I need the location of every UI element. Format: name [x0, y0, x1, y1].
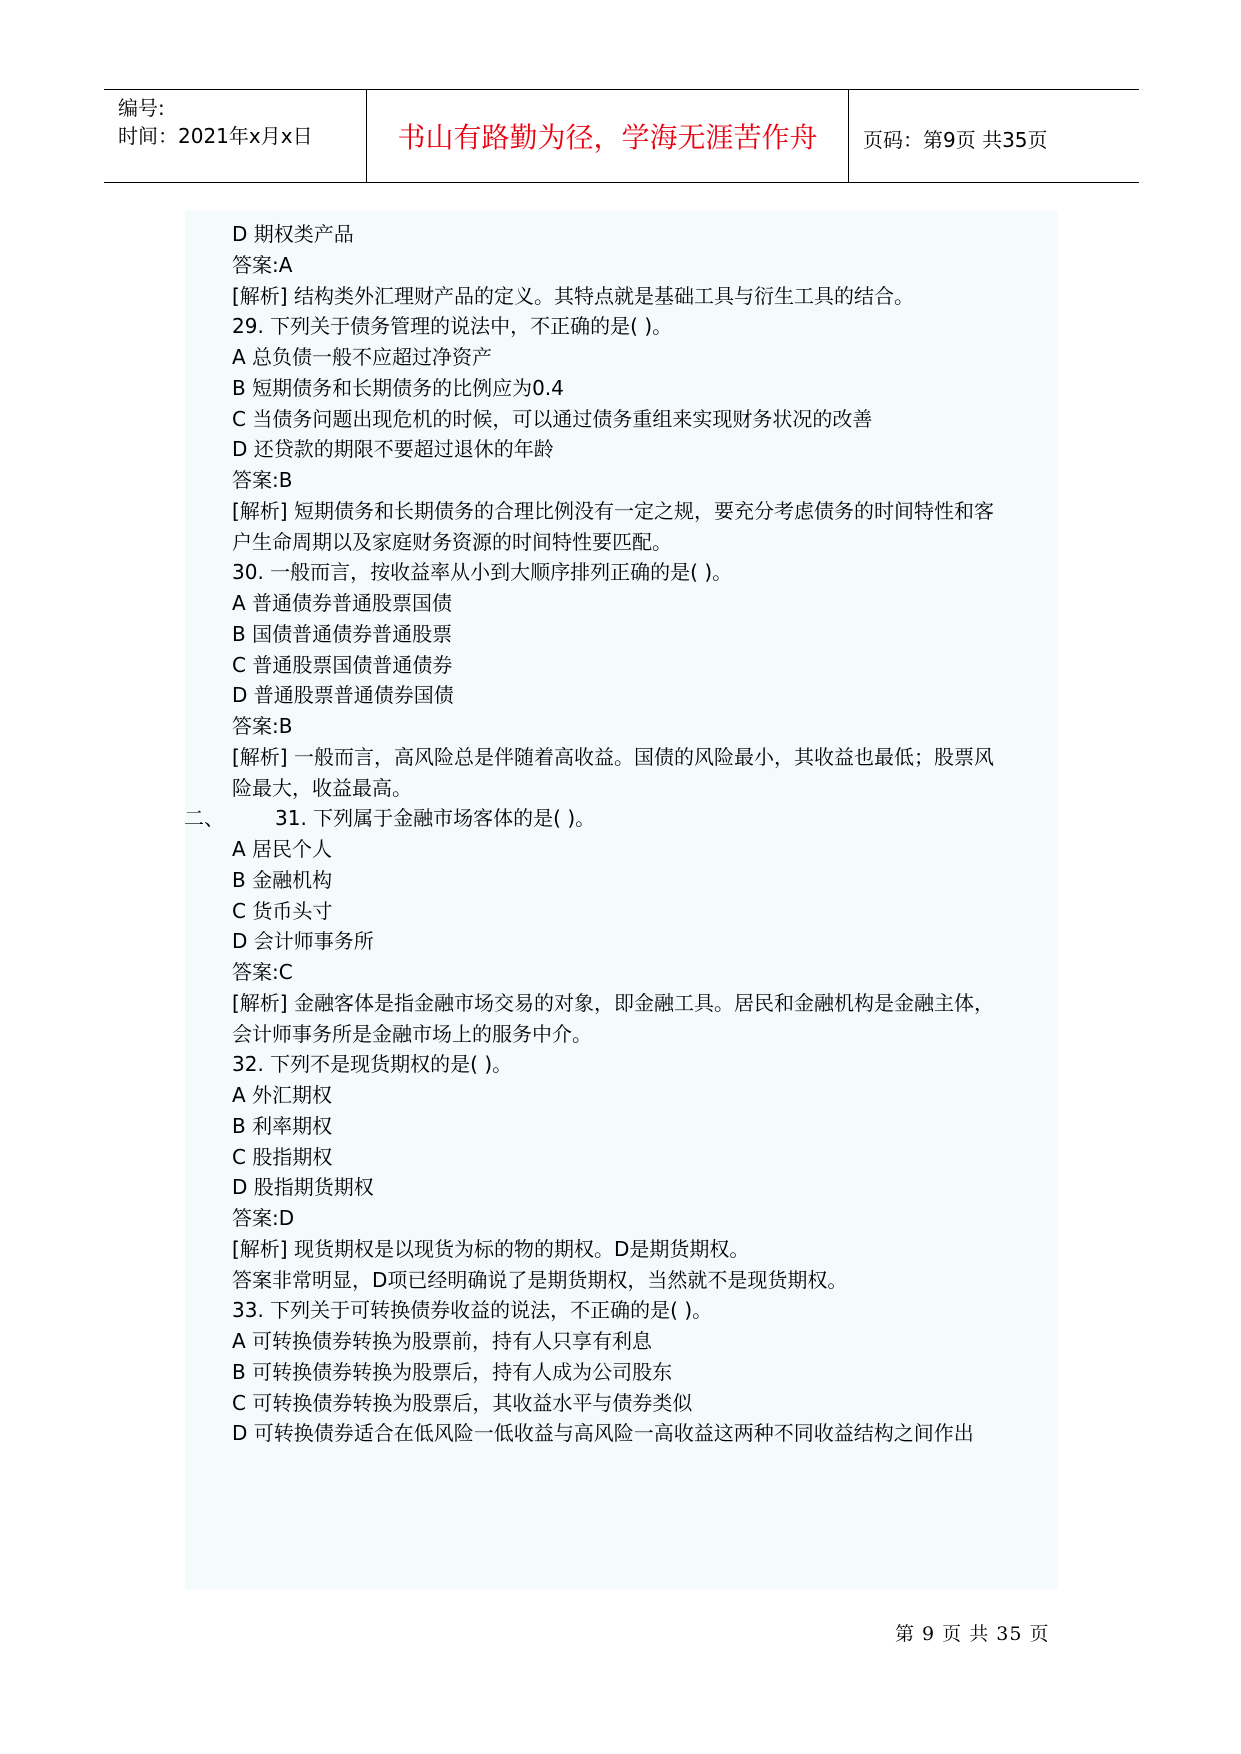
- text-line: 会计师事务所是金融市场上的服务中介。: [232, 1021, 592, 1046]
- text-line: 答案:B: [232, 468, 293, 492]
- text-line: 险最大，收益最高。: [232, 775, 412, 800]
- document-body: [185, 210, 1058, 1590]
- text-line: 答案非常明显，D项已经明确说了是期货期权，当然就不是现货期权。: [232, 1267, 848, 1292]
- text-line: C 货币头寸: [232, 898, 333, 923]
- text-line: A 普通债券普通股票国债: [232, 591, 453, 615]
- text-line: 33. 下列关于可转换债券收益的说法，不正确的是( )。: [232, 1298, 713, 1323]
- text-line: B 利率期权: [232, 1113, 333, 1138]
- text-line: 答案:A: [232, 252, 293, 277]
- page-footer: 第 9 页 共 35 页: [895, 1623, 1050, 1645]
- text-line: A 总负债一般不应超过净资产: [232, 345, 493, 369]
- text-line: [解析] 一般而言，高风险总是伴随着高收益。国债的风险最小，其收益也最低；股票风: [232, 744, 994, 769]
- text-line: 答案:D: [232, 1206, 295, 1230]
- text-line: [解析] 现货期权是以现货为标的物的期权。D是期货期权。: [232, 1236, 750, 1261]
- header-motto-cell: [367, 90, 849, 182]
- text-line: [解析] 金融客体是指金融市场交易的对象，即金融工具。居民和金融机构是金融主体，: [232, 990, 994, 1015]
- text-line: A 可转换债券转换为股票前，持有人只享有利息: [232, 1329, 653, 1353]
- text-line: C 普通股票国债普通债券: [232, 652, 453, 677]
- text-line: D 可转换债券适合在低风险一低收益与高风险一高收益这两种不同收益结构之间作出: [232, 1421, 974, 1446]
- page-code: 页码：第9页 共35页: [863, 128, 1048, 152]
- section-marker: 二、: [184, 806, 224, 831]
- text-line: 答案:C: [232, 960, 293, 984]
- text-line: D 股指期货期权: [232, 1175, 374, 1200]
- text-line: B 国债普通债券普通股票: [232, 621, 453, 646]
- header-info-cell: [104, 90, 367, 182]
- text-line: 29. 下列关于债务管理的说法中，不正确的是( )。: [232, 314, 673, 339]
- text-line: 30. 一般而言，按收益率从小到大顺序排列正确的是( )。: [232, 560, 733, 585]
- text-line: C 可转换债券转换为股票后，其收益水平与债券类似: [232, 1390, 693, 1415]
- text-line: D 普通股票普通债券国债: [232, 683, 454, 708]
- text-line: [解析] 短期债务和长期债务的合理比例没有一定之规，要充分考虑债务的时间特性和客: [232, 498, 994, 523]
- text-line: B 可转换债券转换为股票后，持有人成为公司股东: [232, 1359, 673, 1384]
- motto: 书山有路勤为径，学海无涯苦作舟: [397, 121, 818, 154]
- text-line: B 短期债务和长期债务的比例应为0.4: [232, 375, 564, 400]
- text-line: [解析] 结构类外汇理财产品的定义。其特点就是基础工具与衍生工具的结合。: [232, 283, 914, 308]
- text-line: A 居民个人: [232, 837, 333, 861]
- text-line: D 期权类产品: [232, 222, 354, 246]
- text-line: D 还贷款的期限不要超过退休的年龄: [232, 437, 554, 462]
- header-page-cell: [849, 90, 1139, 182]
- text-line: C 当债务问题出现危机的时候，可以通过债务重组来实现财务状况的改善: [232, 406, 873, 431]
- text-line: 户生命周期以及家庭财务资源的时间特性要匹配。: [232, 529, 672, 554]
- serial-label: 编号:: [118, 96, 165, 120]
- text-line: A 外汇期权: [232, 1083, 333, 1107]
- text-line: 31. 下列属于金融市场客体的是( )。: [275, 806, 596, 831]
- page-header: [104, 89, 1139, 183]
- text-line: C 股指期权: [232, 1144, 333, 1169]
- time-label: 时间：2021年x月x日: [118, 124, 313, 148]
- text-line: D 会计师事务所: [232, 929, 374, 954]
- text-line: 答案:B: [232, 714, 293, 738]
- text-line: B 金融机构: [232, 867, 333, 892]
- text-line: 32. 下列不是现货期权的是( )。: [232, 1052, 513, 1077]
